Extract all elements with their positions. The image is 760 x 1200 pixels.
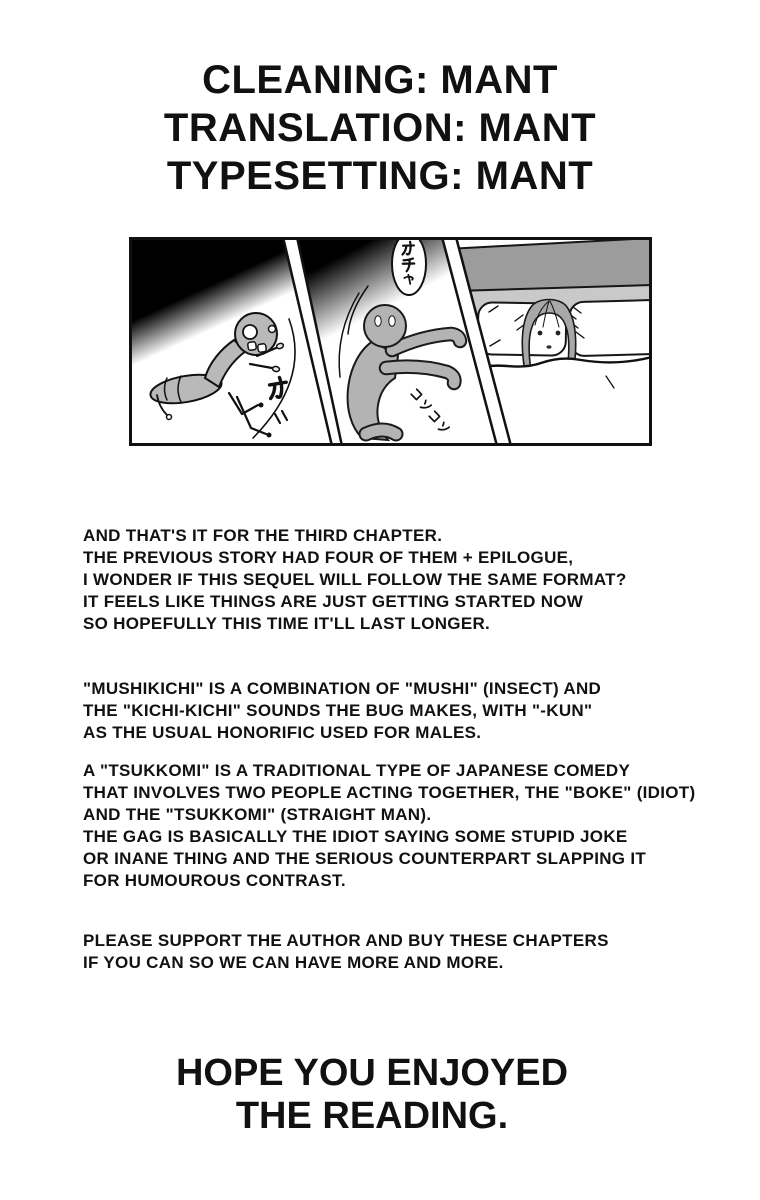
afterword-line: "MUSHIKICHI" IS A COMBINATION OF "MUSHI" (INSECT) AND — [83, 679, 602, 698]
figure-head — [364, 305, 406, 347]
manga-panel-art — [129, 237, 652, 446]
girl-eye — [556, 331, 561, 336]
afterword-line: THAT INVOLVES TWO PEOPLE ACTING TOGETHER, THE "BOKE" (IDIOT) — [83, 783, 696, 802]
credits-line-cleaning: CLEANING: MANT — [202, 58, 558, 102]
afterword-line: PLEASE SUPPORT THE AUTHOR AND BUY THESE CHAPTERS — [83, 931, 609, 950]
bug-head — [235, 313, 277, 355]
afterword-line: IT FEELS LIKE THINGS ARE JUST GETTING STARTED NOW — [83, 592, 584, 611]
afterword-line: AND THAT'S IT FOR THE THIRD CHAPTER. — [83, 526, 443, 545]
girl-mouth — [546, 345, 551, 349]
afterword-line: I WONDER IF THIS SEQUEL WILL FOLLOW THE SAME FORMAT? — [83, 570, 627, 589]
closing-line: THE READING. — [235, 1095, 509, 1137]
afterword-paragraph-chapter — [83, 525, 723, 635]
credits-line-typesetting: TYPESETTING: MANT — [166, 154, 594, 198]
speech-bubble-door-click — [392, 237, 426, 295]
manga-panel — [129, 237, 652, 446]
afterword-line: SO HOPEFULLY THIS TIME IT'LL LAST LONGER. — [83, 614, 491, 633]
afterword-line: OR INANE THING AND THE SERIOUS COUNTERPART SLAPPING IT — [83, 849, 647, 868]
bug-mandible — [247, 341, 256, 350]
figure-leg — [366, 430, 396, 434]
credits-line-translation: TRANSLATION: MANT — [163, 106, 597, 150]
afterword-line: THE PREVIOUS STORY HAD FOUR OF THEM + EPILOGUE, — [83, 548, 574, 567]
afterword-line: AND THE "TSUKKOMI" (STRAIGHT MAN). — [83, 805, 432, 824]
closing-line: HOPE YOU ENJOYED — [175, 1052, 569, 1094]
bug-mandible — [257, 343, 266, 352]
afterword-paragraph-tsukkomi — [83, 760, 723, 892]
figure-eye — [375, 316, 381, 326]
afterword-line: IF YOU CAN SO WE CAN HAVE MORE AND MORE. — [83, 953, 504, 972]
girl-eye — [538, 331, 543, 336]
credits-block — [0, 56, 760, 200]
afterword-line: THE GAG IS BASICALLY THE IDIOT SAYING SOME STUPID JOKE — [83, 827, 628, 846]
pillow-right — [569, 300, 652, 356]
closing-block — [0, 1052, 744, 1138]
afterword-line: FOR HUMOUROUS CONTRAST. — [83, 871, 346, 890]
bug-eye-large — [243, 325, 257, 339]
afterword-line: AS THE USUAL HONORIFIC USED FOR MALES. — [83, 723, 482, 742]
afterword-paragraph-support — [83, 930, 723, 974]
afterword-line: A "TSUKKOMI" IS A TRADITIONAL TYPE OF JAPANESE COMEDY — [83, 761, 631, 780]
afterword-line: THE "KICHI-KICHI" SOUNDS THE BUG MAKES, WITH "-KUN" — [83, 701, 593, 720]
afterword-paragraph-mushikichi — [83, 678, 723, 744]
bug-eye-small — [269, 326, 276, 333]
headboard — [447, 238, 652, 291]
figure-eye — [389, 316, 395, 326]
